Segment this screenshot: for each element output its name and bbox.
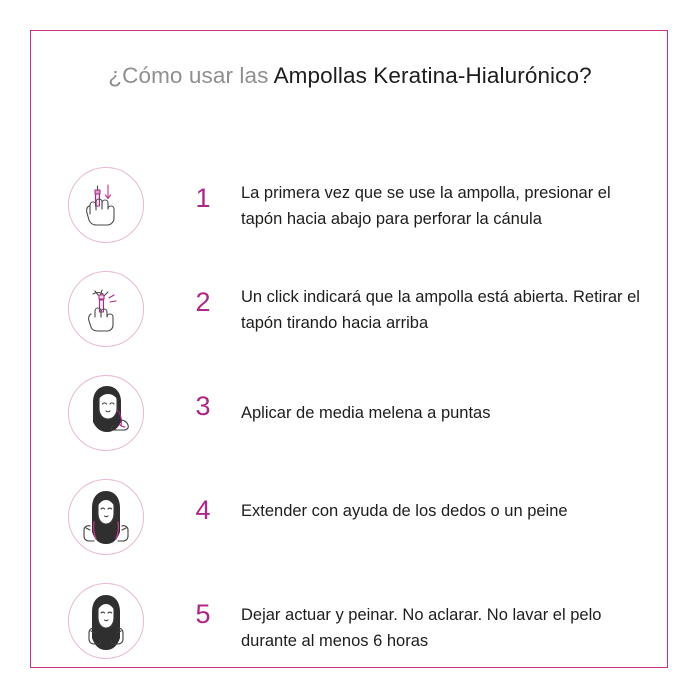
- list-item: [31, 477, 667, 565]
- list-item: [31, 165, 667, 253]
- woman-applying-to-hair-icon: [68, 375, 144, 451]
- step-text: Dejar actuar y peinar. No aclarar. No lavar el pelo durante al menos 6 horas: [241, 606, 602, 650]
- steps-list: [31, 123, 667, 669]
- step-icon-wrap: [31, 581, 181, 659]
- step-icon-wrap: [31, 165, 181, 243]
- step-icon-wrap: [31, 373, 181, 451]
- woman-spreading-with-fingers-icon: [68, 479, 144, 555]
- list-item: [31, 373, 667, 461]
- step-text: La primera vez que se use la ampolla, presionar el tapón hacia abajo para perforar la cánula: [241, 184, 611, 228]
- step-icon-wrap: [31, 477, 181, 555]
- step-number: 2: [195, 287, 211, 317]
- step-text: Extender con ayuda de los dedos o un peine: [241, 502, 568, 520]
- step-text: Aplicar de media melena a puntas: [241, 404, 491, 422]
- instructions-card: [30, 30, 668, 668]
- hand-holding-ampoule-icon: [68, 167, 144, 243]
- list-item: [31, 581, 667, 669]
- step-icon-wrap: [31, 269, 181, 347]
- page-title: [45, 63, 655, 89]
- step-text: Un click indicará que la ampolla está abierta. Retirar el tapón tirando hacia arriba: [241, 288, 640, 332]
- step-number: 4: [195, 495, 211, 525]
- step-number: 5: [195, 599, 211, 629]
- list-item: [31, 269, 667, 357]
- title-highlight: Ampollas Keratina-Hialurónico?: [273, 63, 592, 88]
- woman-combing-hair-icon: [68, 583, 144, 659]
- hand-removing-cap-icon: [68, 271, 144, 347]
- title-prefix: ¿Cómo usar las: [108, 63, 274, 88]
- step-number: 1: [195, 183, 211, 213]
- step-number: 3: [195, 391, 211, 421]
